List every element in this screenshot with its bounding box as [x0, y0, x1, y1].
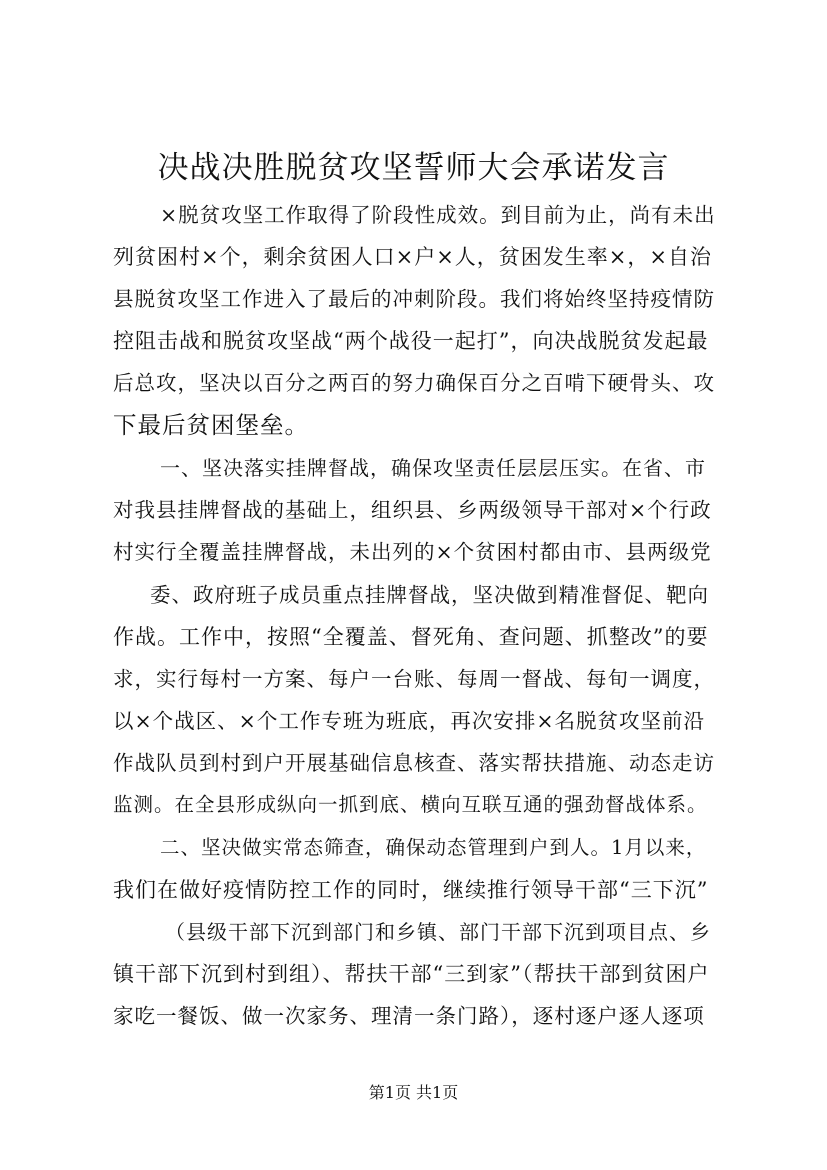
body-line-16: 二、坚决做实常态筛查，确保动态管理到户到人。1月以来， — [160, 836, 707, 859]
body-line-5: 后总攻，坚决以百分之两百的努力确保百分之百啃下硬骨头、攻 — [113, 371, 715, 395]
body-line-19: 镇干部下沉到村到组）、帮扶干部“三到家”（帮扶干部到贫困户 — [113, 962, 710, 986]
body-line-20: 家吃一餐饭、做一次家务、理清一条门路），逐村逐户逐人逐项 — [113, 1004, 705, 1028]
document-title: 决战决胜脱贫攻坚誓师大会承诺发言 — [157, 150, 670, 186]
body-line-2: 列贫困村×个，剩余贫困人口×户×人，贫困发生率×，×自治 — [113, 245, 712, 269]
body-line-10: 委、政府班子成员重点挂牌督战，坚决做到精准督促、靶向 — [150, 583, 709, 607]
page-number-footer: 第1页 共1页 — [368, 1083, 459, 1102]
body-line-1: ×脱贫攻坚工作取得了阶段性成效。到目前为止，尚有未出 — [160, 203, 716, 227]
body-line-18: （县级干部下沉到部门和乡镇、部门干部下沉到项目点、乡 — [165, 920, 711, 944]
body-line-3: 县脱贫攻坚工作进入了最后的冲刺阶段。我们将始终坚持疫情防 — [113, 287, 715, 311]
body-line-7: 一、坚决落实挂牌督战，确保攻坚责任层层压实。在省、市 — [160, 456, 706, 480]
body-line-11: 作战。工作中，按照“全覆盖、督死角、查问题、抓整改”的要 — [113, 625, 709, 649]
body-line-6: 下最后贫困堡垒。 — [113, 411, 309, 439]
body-line-15: 监测。在全县形成纵向一抓到底、横向互联互通的强劲督战体系。 — [113, 793, 708, 816]
body-line-9: 村实行全覆盖挂牌督战，未出列的×个贫困村都由市、县两级党 — [113, 540, 712, 564]
body-line-14: 作战队员到村到户开展基础信息核查、落实帮扶措施、动态走访 — [113, 751, 715, 775]
body-line-17: 我们在做好疫情防控工作的同时，继续推行领导干部“三下沉” — [113, 878, 709, 902]
body-line-8: 对我县挂牌督战的基础上，组织县、乡两级领导干部对×个行政 — [113, 498, 712, 522]
body-line-12: 求，实行每村一方案、每户一台账、每周一督战、每旬一调度， — [113, 667, 715, 691]
body-line-13: 以×个战区、×个工作专班为班底，再次安排×名脱贫攻坚前沿 — [113, 709, 706, 733]
body-line-4: 控阻击战和脱贫攻坚战“两个战役一起打”，向决战脱贫发起最 — [113, 329, 709, 353]
